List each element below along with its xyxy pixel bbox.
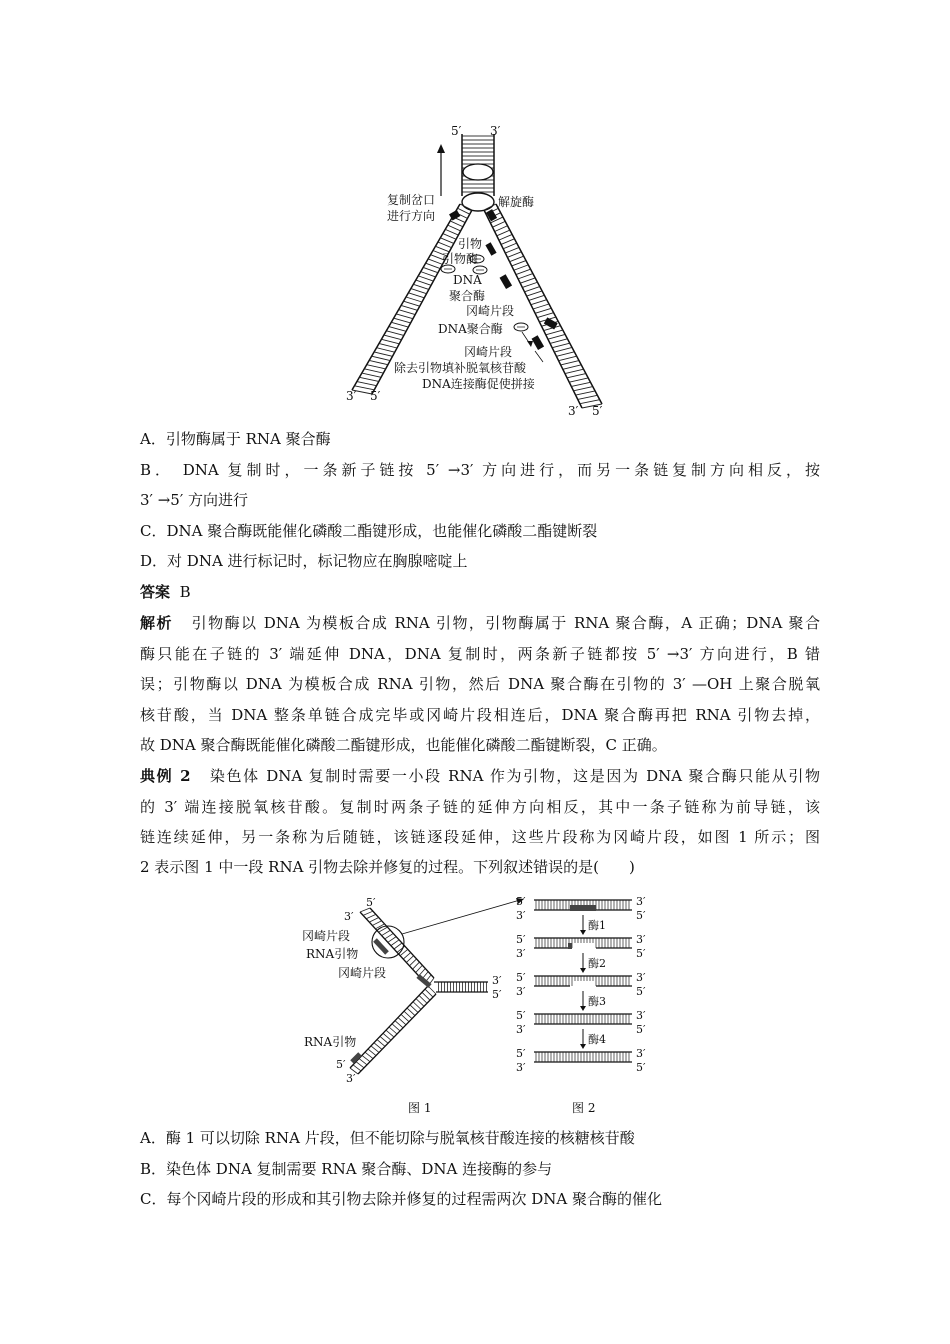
q1-answer (140, 581, 820, 603)
primer-block (486, 209, 497, 221)
strand-end-label: 5′ (370, 389, 381, 403)
helicase-label: 解旋酶 (498, 195, 535, 209)
strand-end-label: 3′ (346, 389, 357, 403)
example-label: 典例 2 (140, 767, 191, 785)
fork-direction-label: 复制岔口 (387, 193, 436, 207)
rna-primer-label: RNA引物 (304, 1035, 357, 1049)
dna-polymerase-label: 聚合酶 (449, 289, 486, 303)
rna-primer-remnant (568, 943, 572, 949)
answer-label: 答案 (140, 583, 171, 601)
strand-end-label: 5′ (366, 896, 376, 909)
answer-value: B (179, 583, 191, 601)
dna-polymerase-label: DNA (453, 273, 482, 287)
strand-end-label: 5′ (516, 971, 526, 984)
q2-option-b: B．染色体 DNA 复制需要 RNA 聚合酶、DNA 连接酶的参与 (140, 1160, 553, 1178)
primer-label: 引物 (458, 237, 483, 251)
strand-end-label: 5′ (636, 909, 646, 922)
strand-end-label: 3′ (344, 910, 354, 923)
strand-end-label: 5′ (592, 404, 603, 418)
primer-removal-figure (290, 890, 670, 1120)
strand-end-label: 3′ (516, 909, 526, 922)
strand-end-label: 3′ (346, 1072, 356, 1085)
strand-end-label: 5′ (636, 947, 646, 960)
q1-option-c: C．DNA 聚合酶既能催化磷酸二酯键形成，也能催化磷酸二酯键断裂 (140, 522, 598, 540)
primer-removal-label: 除去引物填补脱氧核苷酸 (394, 361, 527, 375)
figure-caption: 图 2 (572, 1101, 596, 1115)
strand-end-label: 3′ (568, 404, 579, 418)
ex2-text-line: 典例 2 染色体 DNA 复制时需要一小段 RNA 作为引物，这是因为 DNA 聚合酶只能从引物 (140, 767, 820, 785)
q1-analysis-line: 故 DNA 聚合酶既能催化磷酸二酯键形成，也能催化磷酸二酯键断裂，C 正确。 (140, 736, 667, 754)
rna-primer-block (570, 905, 596, 911)
enzyme-step-label: 酶2 (588, 957, 606, 970)
fork-direction-label: 进行方向 (387, 209, 436, 223)
fork-direction-arrow (437, 144, 445, 196)
q1-analysis-line: 核苷酸，当 DNA 整条单链合成完毕或冈崎片段相连后，DNA 聚合酶再把 RNA 引物去掉， (140, 706, 820, 724)
q1-option-a: A．引物酶属于 RNA 聚合酶 (140, 430, 331, 448)
strand-end-label: 3′ (516, 947, 526, 960)
q1-analysis-line: 解析 引物酶以 DNA 为模板合成 RNA 引物，引物酶属于 RNA 聚合酶，A 正确；DNA 聚合 (140, 614, 820, 632)
strand-end-label: 5′ (492, 988, 502, 1001)
strand-end-label: 3′ (516, 1061, 526, 1074)
replication-fork-figure (330, 118, 660, 423)
q2-option-c: C．每个冈崎片段的形成和其引物去除并修复的过程需两次 DNA 聚合酶的催化 (140, 1190, 663, 1208)
enzyme-step-label: 酶4 (588, 1033, 606, 1046)
strand-end-label: 3′ (490, 124, 501, 138)
strand-end-label: 3′ (636, 1009, 646, 1022)
rna-primer-label: RNA引物 (306, 947, 359, 961)
okazaki-fragment-block (532, 335, 545, 350)
strand-end-label: 5′ (451, 124, 462, 138)
strand-end-label: 5′ (516, 1009, 526, 1022)
q1-analysis-line: 误；引物酶以 DNA 为模板合成 RNA 引物，然后 DNA 聚合酶在引物的 3′ —OH 上聚合脱氧 (140, 675, 820, 693)
strand-end-label: 3′ (636, 933, 646, 946)
strand-end-label: 5′ (516, 1047, 526, 1060)
strand-end-label: 5′ (636, 1023, 646, 1036)
q1-option-b: B． DNA 复制时，一条新子链按 5′ →3′ 方向进行，而另一条链复制方向相反，按 (140, 461, 820, 479)
analysis-label: 解析 (140, 614, 173, 632)
okazaki-fragment-label: 冈崎片段 (302, 929, 351, 943)
strand-end-label: 5′ (636, 985, 646, 998)
enzyme-step-label: 酶3 (588, 995, 606, 1008)
okazaki-fragment-block (544, 317, 558, 329)
okazaki-fragment-label: 冈崎片段 (338, 966, 387, 980)
ex2-text-line: 2 表示图 1 中一段 RNA 引物去除并修复的过程。下列叙述错误的是( ) (140, 858, 635, 876)
q1-analysis-line: 酶只能在子链的 3′ 端延伸 DNA，DNA 复制时，两条新子链都按 5′ →3′ 方向进行，B 错 (140, 645, 820, 663)
q1-option-b-cont: 3′ →5′ 方向进行 (140, 491, 249, 509)
strand-end-label: 3′ (516, 985, 526, 998)
okazaki-fragment-block (500, 274, 513, 289)
primer-block (485, 242, 496, 255)
q2-option-a: A．酶 1 可以切除 RNA 片段，但不能切除与脱氧核苷酸连接的核糖核苷酸 (140, 1129, 635, 1147)
enzyme-step-label: 酶1 (588, 919, 606, 932)
strand-end-label: 3′ (636, 1047, 646, 1060)
strand-end-label: 3′ (492, 974, 502, 987)
fig1-lower-arm (350, 986, 436, 1074)
ex2-text-line: 的 3′ 端连接脱氧核苷酸。复制时两条子链的延伸方向相反，其中一条子链称为前导链，该 (140, 798, 820, 816)
strand-end-label: 3′ (636, 971, 646, 984)
parent-duplex (462, 134, 494, 196)
strand-end-label: 5′ (636, 1061, 646, 1074)
okazaki-fragment-label: 冈崎片段 (466, 304, 515, 318)
strand-end-label: 5′ (516, 895, 526, 908)
ex2-text-line: 链连续延伸，另一条称为后随链，该链逐段延伸，这些片段称为冈崎片段，如图 1 所示；图 (140, 828, 820, 846)
strand-end-label: 5′ (336, 1058, 346, 1071)
figure-caption: 图 1 (408, 1101, 432, 1115)
strand-end-label: 3′ (636, 895, 646, 908)
dna-polymerase-label: DNA聚合酶 (438, 322, 503, 336)
ligase-label: DNA连接酶促使拼接 (422, 377, 535, 391)
primase-label: 引物酶 (442, 252, 479, 266)
fig2-steps (516, 895, 646, 1074)
okazaki-fragment-label: 冈崎片段 (464, 345, 513, 359)
helicase-icon (462, 193, 494, 211)
q1-option-d: D．对 DNA 进行标记时，标记物应在胸腺嘧啶上 (140, 552, 468, 570)
strand-end-label: 5′ (516, 933, 526, 946)
zoom-arrow (402, 900, 520, 934)
strand-end-label: 3′ (516, 1023, 526, 1036)
